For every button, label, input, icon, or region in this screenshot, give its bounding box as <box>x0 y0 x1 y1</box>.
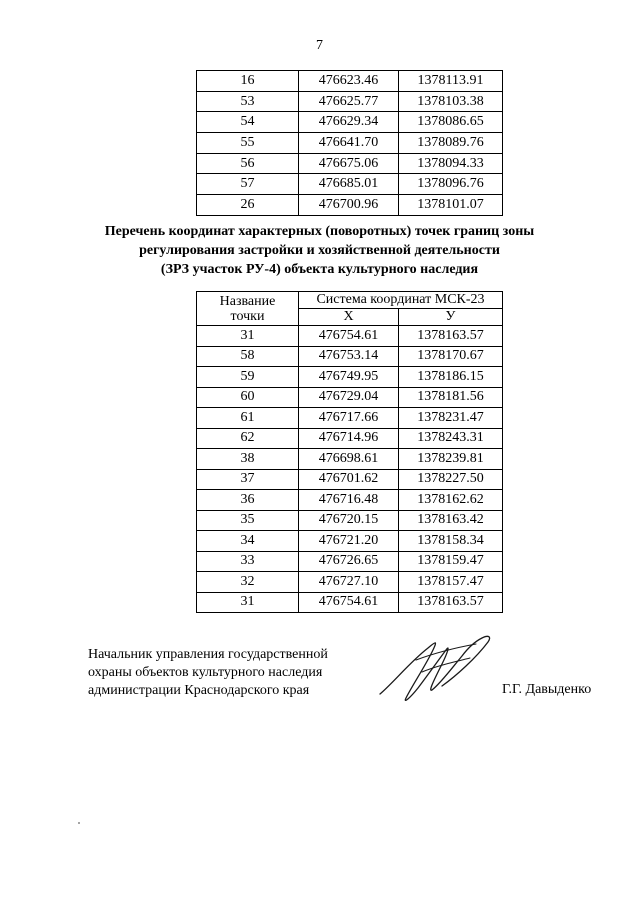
y-coordinate-cell: 1378158.34 <box>399 531 503 552</box>
y-coordinate-cell: 1378089.76 <box>399 133 503 154</box>
x-coordinate-cell: 476754.61 <box>299 326 399 347</box>
table-row <box>197 531 503 552</box>
coordinates-table-continued <box>196 70 503 216</box>
table-row <box>197 428 503 449</box>
handwritten-signature <box>376 628 496 706</box>
table-row <box>197 326 503 347</box>
coordinates-table-continued-body <box>197 71 503 216</box>
point-name-cell: 57 <box>197 174 299 195</box>
table-row <box>197 367 503 388</box>
signer-position-line: Начальник управления государственной <box>88 647 328 662</box>
table-row <box>197 153 503 174</box>
point-name-cell: 32 <box>197 572 299 593</box>
coordinates-table-header <box>197 292 503 326</box>
point-name-cell: 58 <box>197 346 299 367</box>
y-coordinate-cell: 1378181.56 <box>399 387 503 408</box>
y-coordinate-cell: 1378103.38 <box>399 91 503 112</box>
point-name-cell: 53 <box>197 91 299 112</box>
y-coordinate-cell: 1378227.50 <box>399 469 503 490</box>
x-coordinate-cell: 476623.46 <box>299 71 399 92</box>
signer-position-line: администрации Краснодарского края <box>88 683 310 698</box>
header-point-name-line: Название <box>219 293 276 309</box>
y-coordinate-cell: 1378170.67 <box>399 346 503 367</box>
table-row <box>197 408 503 429</box>
y-coordinate-cell: 1378163.42 <box>399 510 503 531</box>
point-name-cell: 33 <box>197 551 299 572</box>
x-coordinate-cell: 476701.62 <box>299 469 399 490</box>
table-row <box>197 551 503 572</box>
x-coordinate-cell: 476714.96 <box>299 428 399 449</box>
y-coordinate-cell: 1378163.57 <box>399 592 503 613</box>
x-coordinate-cell: 476675.06 <box>299 153 399 174</box>
section-heading <box>0 222 639 279</box>
scan-speck <box>78 822 80 824</box>
point-name-cell: 34 <box>197 531 299 552</box>
x-coordinate-cell: 476685.01 <box>299 174 399 195</box>
signer-position-line: охраны объектов культурного наследия <box>88 665 323 680</box>
x-coordinate-cell: 476625.77 <box>299 91 399 112</box>
table-row <box>197 91 503 112</box>
table-row <box>197 449 503 470</box>
x-coordinate-cell: 476726.65 <box>299 551 399 572</box>
table-row <box>197 174 503 195</box>
table-row <box>197 71 503 92</box>
point-name-cell: 36 <box>197 490 299 511</box>
point-name-cell: 55 <box>197 133 299 154</box>
header-row <box>197 292 503 309</box>
x-coordinate-cell: 476717.66 <box>299 408 399 429</box>
point-name-cell: 56 <box>197 153 299 174</box>
table-row <box>197 572 503 593</box>
x-coordinate-cell: 476727.10 <box>299 572 399 593</box>
coordinates-table <box>196 291 503 613</box>
table-row <box>197 133 503 154</box>
x-coordinate-cell: 476754.61 <box>299 592 399 613</box>
coordinates-table-body <box>197 326 503 613</box>
y-coordinate-cell: 1378239.81 <box>399 449 503 470</box>
section-heading-line: регулирования застройки и хозяйственной деятельности <box>139 243 500 258</box>
y-coordinate-cell: 1378243.31 <box>399 428 503 449</box>
x-coordinate-cell: 476729.04 <box>299 387 399 408</box>
point-name-cell: 37 <box>197 469 299 490</box>
point-name-cell: 26 <box>197 195 299 216</box>
header-coordinate-system: Система координат МСК-23 <box>299 292 503 309</box>
x-coordinate-cell: 476716.48 <box>299 490 399 511</box>
page-number: 7 <box>316 38 323 53</box>
section-heading-line: (ЗРЗ участок РУ-4) объекта культурного наследия <box>160 262 479 277</box>
section-heading-line: Перечень координат характерных (поворотных) точек границ зоны <box>104 224 535 239</box>
header-x: Х <box>299 309 399 326</box>
y-coordinate-cell: 1378086.65 <box>399 112 503 133</box>
x-coordinate-cell: 476721.20 <box>299 531 399 552</box>
point-name-cell: 62 <box>197 428 299 449</box>
point-name-cell: 31 <box>197 592 299 613</box>
header-point-name-line: точки <box>230 308 265 324</box>
header-point-name <box>197 292 299 326</box>
y-coordinate-cell: 1378096.76 <box>399 174 503 195</box>
y-coordinate-cell: 1378231.47 <box>399 408 503 429</box>
point-name-cell: 54 <box>197 112 299 133</box>
table-row <box>197 346 503 367</box>
x-coordinate-cell: 476629.34 <box>299 112 399 133</box>
signer-name: Г.Г. Давыденко <box>502 682 592 697</box>
x-coordinate-cell: 476700.96 <box>299 195 399 216</box>
table-row <box>197 112 503 133</box>
point-name-cell: 61 <box>197 408 299 429</box>
y-coordinate-cell: 1378101.07 <box>399 195 503 216</box>
y-coordinate-cell: 1378159.47 <box>399 551 503 572</box>
point-name-cell: 35 <box>197 510 299 531</box>
x-coordinate-cell: 476641.70 <box>299 133 399 154</box>
point-name-cell: 60 <box>197 387 299 408</box>
signer-position <box>88 646 328 700</box>
y-coordinate-cell: 1378094.33 <box>399 153 503 174</box>
y-coordinate-cell: 1378113.91 <box>399 71 503 92</box>
table-row <box>197 469 503 490</box>
table-row <box>197 490 503 511</box>
header-y: У <box>399 309 503 326</box>
x-coordinate-cell: 476753.14 <box>299 346 399 367</box>
y-coordinate-cell: 1378186.15 <box>399 367 503 388</box>
y-coordinate-cell: 1378162.62 <box>399 490 503 511</box>
y-coordinate-cell: 1378163.57 <box>399 326 503 347</box>
point-name-cell: 16 <box>197 71 299 92</box>
table-row <box>197 195 503 216</box>
table-row <box>197 387 503 408</box>
table-row <box>197 592 503 613</box>
y-coordinate-cell: 1378157.47 <box>399 572 503 593</box>
point-name-cell: 38 <box>197 449 299 470</box>
x-coordinate-cell: 476720.15 <box>299 510 399 531</box>
point-name-cell: 31 <box>197 326 299 347</box>
table-row <box>197 510 503 531</box>
point-name-cell: 59 <box>197 367 299 388</box>
x-coordinate-cell: 476749.95 <box>299 367 399 388</box>
x-coordinate-cell: 476698.61 <box>299 449 399 470</box>
